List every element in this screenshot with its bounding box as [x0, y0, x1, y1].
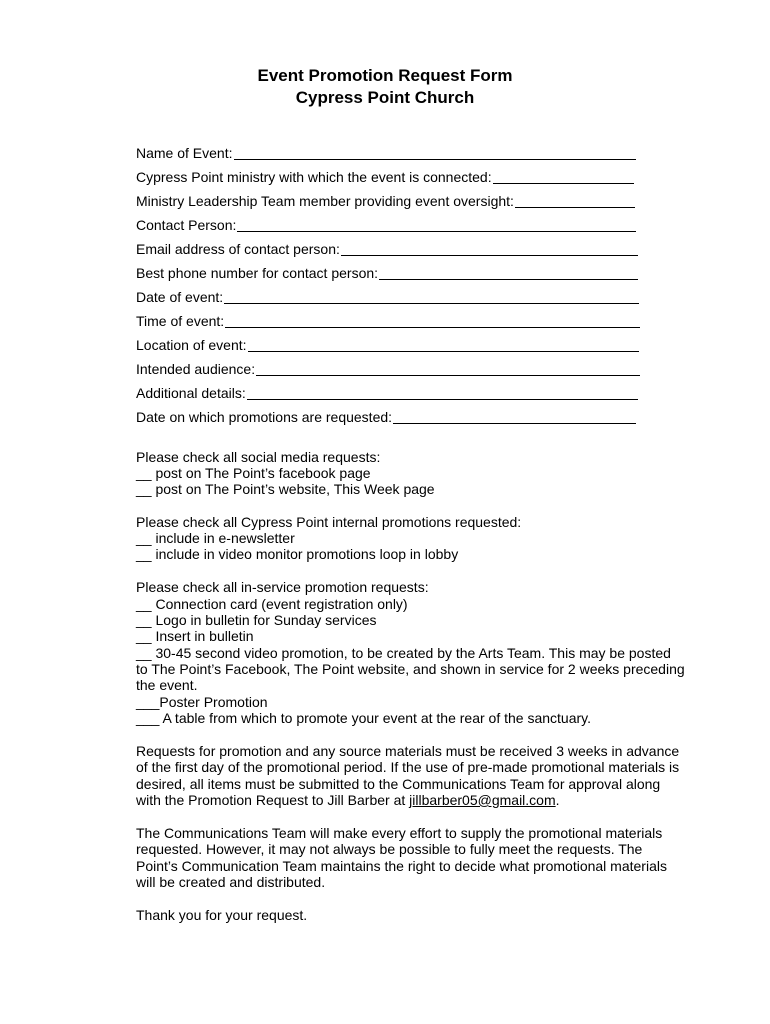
bulletin-logo-checkbox[interactable]: __ Logo in bulletin for Sunday services: [136, 612, 377, 628]
field-date-of-event: [136, 285, 639, 305]
internal-promotions-heading: Please check all Cypress Point internal promotions requested:: [136, 514, 522, 530]
church-name: Cypress Point Church: [295, 88, 475, 107]
connection-card-checkbox[interactable]: __ Connection card (event registration only): [136, 596, 408, 612]
form-title: Event Promotion Request Form: [257, 66, 513, 85]
video-promotion-checkbox[interactable]: __ 30-45 second video promotion, to be created by the Arts Team. This may be posted: [136, 645, 671, 661]
intended-audience-input[interactable]: [256, 361, 640, 376]
bulletin-insert-checkbox[interactable]: __ Insert in bulletin: [136, 628, 254, 644]
field-promotion-date: [136, 405, 636, 425]
paragraph-line: requested. However, it may not always be possible to fully meet the requests. The: [136, 841, 643, 858]
field-label: Contact Person:: [136, 217, 237, 233]
paragraph-text: with the Promotion Request to Jill Barber at: [136, 791, 410, 808]
field-contact-email: [136, 237, 638, 257]
field-label: Time of event:: [136, 313, 225, 329]
paragraph-line: desired, all items must be submitted to the Communications Team for approval along: [136, 775, 661, 792]
time-of-event-input[interactable]: [225, 313, 640, 328]
video-promotion-text: to The Point’s Facebook, The Point website, and shown in service for 2 weeks preceding: [136, 661, 685, 677]
paragraph-line: The Communications Team will make every effort to supply the promotional materials: [136, 825, 663, 841]
field-label: Ministry Leadership Team member providing event oversight:: [136, 193, 514, 209]
field-label: Date on which promotions are requested:: [136, 409, 393, 425]
ministry-input[interactable]: [493, 169, 634, 184]
field-label: Intended audience:: [136, 361, 256, 377]
poster-promotion-checkbox[interactable]: ___Poster Promotion: [136, 694, 268, 710]
promotion-date-input[interactable]: [393, 409, 636, 424]
date-of-event-input[interactable]: [224, 289, 639, 304]
contact-person-input[interactable]: [237, 217, 636, 232]
field-label: Best phone number for contact person:: [136, 265, 379, 281]
social-media-heading: Please check all social media requests:: [136, 449, 381, 465]
field-oversight-member: [136, 189, 635, 209]
name-of-event-input[interactable]: [234, 145, 637, 160]
paragraph-line: of the first day of the promotional period. If the use of pre-made promotional materials is: [136, 759, 680, 776]
field-intended-audience: [136, 357, 640, 377]
table-promotion-checkbox[interactable]: ___ A table from which to promote your event at the rear of the sanctuary.: [136, 710, 591, 726]
location-of-event-input[interactable]: [248, 337, 639, 352]
paragraph-line: Point’s Communication Team maintains the right to decide what promotional materials: [136, 857, 667, 874]
video-monitor-checkbox[interactable]: __ include in video monitor promotions loop in lobby: [136, 546, 459, 562]
paragraph-text: .: [555, 791, 560, 808]
contact-email-input[interactable]: [341, 241, 638, 256]
communications-paragraph: [136, 825, 696, 890]
closing-text: Thank you for your request.: [136, 907, 308, 923]
paragraph-line: will be created and distributed.: [136, 873, 326, 890]
additional-details-input[interactable]: [247, 385, 638, 400]
field-label: Cypress Point ministry with which the event is connected:: [136, 169, 492, 185]
field-ministry: [136, 165, 634, 185]
facebook-post-checkbox[interactable]: __ post on The Point’s facebook page: [136, 465, 371, 481]
contact-phone-input[interactable]: [379, 265, 638, 280]
field-name-of-event: [136, 141, 636, 161]
requests-paragraph: [136, 743, 696, 808]
field-label: Location of event:: [136, 337, 247, 353]
field-contact-phone: [136, 261, 638, 281]
paragraph-line: Requests for promotion and any source materials must be received 3 weeks in advance: [136, 743, 680, 759]
paragraph-line: [136, 792, 696, 808]
website-post-checkbox[interactable]: __ post on The Point’s website, This Week page: [136, 481, 435, 497]
in-service-heading: Please check all in-service promotion requests:: [136, 579, 429, 595]
field-label: Date of event:: [136, 289, 224, 305]
field-location-of-event: [136, 333, 639, 353]
field-label: Name of Event:: [136, 145, 233, 161]
field-label: Email address of contact person:: [136, 241, 340, 257]
field-additional-details: [136, 381, 638, 401]
field-label: Additional details:: [136, 385, 246, 401]
oversight-member-input[interactable]: [515, 193, 635, 208]
contact-email-link[interactable]: jillbarber05@gmail.com: [409, 791, 556, 808]
video-promotion-text: the event.: [136, 677, 198, 693]
field-time-of-event: [136, 309, 640, 329]
e-newsletter-checkbox[interactable]: __ include in e-newsletter: [136, 530, 295, 546]
field-contact-person: [136, 213, 636, 233]
